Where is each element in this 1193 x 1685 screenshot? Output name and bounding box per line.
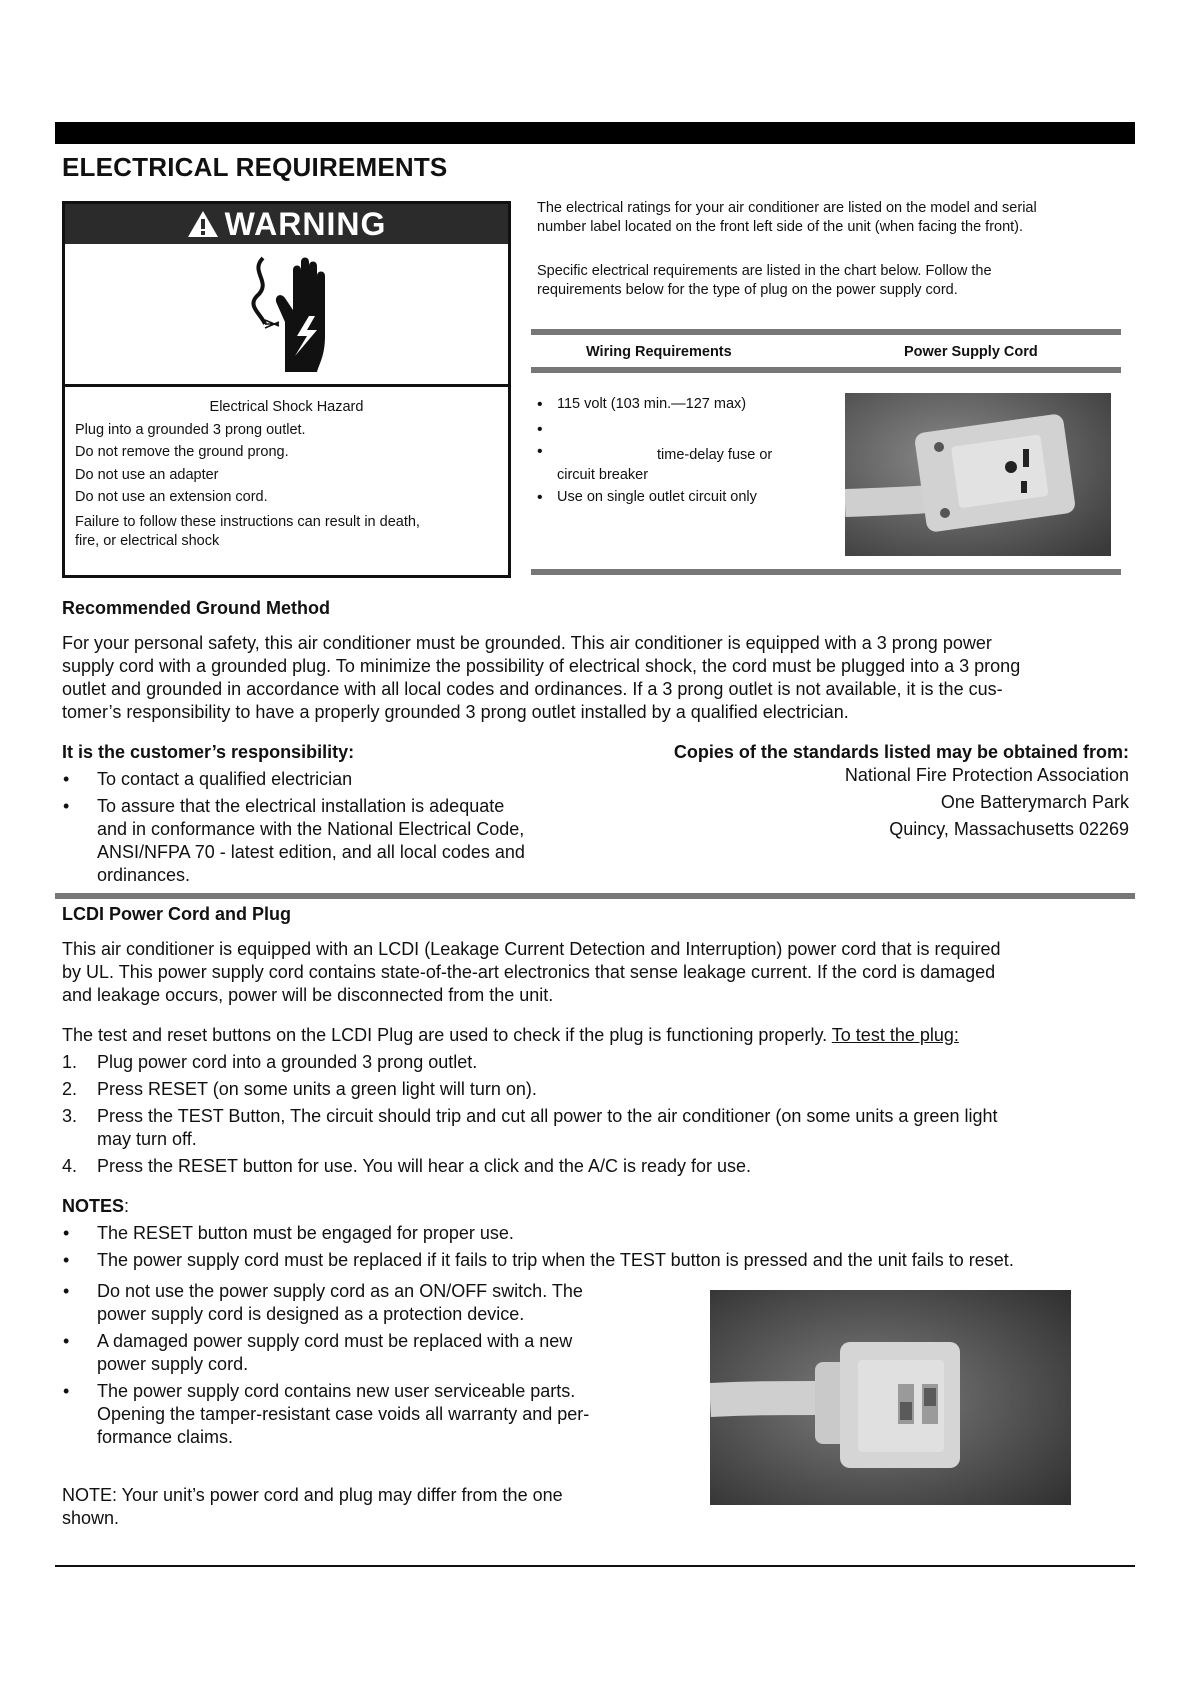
warning-text: [65, 388, 508, 575]
test-plug-label: To test the plug:: [831, 1025, 959, 1045]
notes-heading: NOTES: [62, 1196, 125, 1216]
address-line: One Batterymarch Park: [940, 792, 1129, 812]
step-text: Press the RESET button for use. You will hear a click and the A/C is ready for use.: [97, 1156, 752, 1176]
text-line: ANSI/NFPA 70 - latest edition, and all local codes and: [97, 842, 525, 862]
text-line: For your personal safety, this air conditioner must be grounded. This air conditioner is equipped with a 3 prong power: [62, 633, 992, 653]
wiring-requirements-list: [537, 392, 817, 510]
warning-line: Failure to follow these instructions can result in death,: [75, 513, 420, 530]
test-steps-list: [62, 1051, 1137, 1182]
list-item: [62, 1105, 1137, 1151]
warning-line: Do not remove the ground prong.: [75, 444, 289, 460]
text-line: ordinances.: [97, 865, 191, 885]
section-separator: [55, 893, 1135, 899]
warning-line: Do not use an extension cord.: [75, 489, 268, 505]
step-number: 4.: [62, 1156, 78, 1176]
intro-line: requirements below for the type of plug on the power supply cord.: [537, 282, 958, 298]
ground-heading: Recommended Ground Method: [62, 598, 331, 618]
lcdi-heading: LCDI Power Cord and Plug: [62, 904, 292, 924]
lcdi-plug-photo: [710, 1290, 1071, 1505]
list-item: [62, 1330, 682, 1376]
list-item: • The RESET button must be engaged for proper use.: [62, 1222, 1142, 1245]
text-line: outlet and grounded in accordance with all local codes and ordinances. If a 3 prong outlet is not available, it is the cus-: [62, 679, 1003, 699]
wiring-b3-c: circuit breaker: [557, 467, 649, 483]
list-item: • To contact a qualified electrician: [62, 768, 622, 791]
warning-box: [62, 201, 511, 578]
text-line: formance claims.: [97, 1427, 234, 1447]
step-text: Plug power cord into a grounded 3 prong outlet.: [97, 1052, 478, 1072]
notes-colon: :: [124, 1196, 130, 1216]
list-item: [62, 1280, 682, 1326]
list-item: [62, 795, 622, 887]
text-line: Opening the tamper-resistant case voids all warranty and per-: [97, 1404, 590, 1424]
lcdi-paragraph-2: [62, 1024, 1137, 1047]
list-item: [62, 1051, 1137, 1074]
text-line: shown.: [62, 1508, 120, 1528]
list-item: [62, 1380, 682, 1449]
warning-header: [65, 204, 508, 244]
warning-line: Plug into a grounded 3 prong outlet.: [75, 421, 306, 438]
text-line: • A damaged power supply cord must be replaced with a new: [97, 1331, 573, 1351]
standards-heading: Copies of the standards listed may be obtained from:: [673, 742, 1129, 762]
step-number: 1.: [62, 1052, 78, 1072]
address-line: Quincy, Massachusetts 02269: [889, 819, 1129, 839]
table-bottom-rule: [531, 569, 1121, 575]
text-line: supply cord with a grounded plug. To minimize the possibility of electrical shock, the cord must be plugged into a 3 prong: [62, 656, 1021, 676]
warning-line: Do not use an adapter: [75, 466, 219, 483]
text-line: by UL. This power supply cord contains state-of-the-art electronics that sense leakage current. If the cord is damaged: [62, 962, 996, 982]
warning-image-area: [65, 244, 508, 387]
list-item: [537, 417, 817, 442]
step-text: Press RESET (on some units a green light will turn on).: [97, 1079, 537, 1099]
list-item: • Use on single outlet circuit only: [537, 485, 817, 510]
text-line: tomer’s responsibility to have a properly grounded 3 prong outlet installed by a qualified electrician.: [62, 702, 849, 722]
page-title: ELECTRICAL REQUIREMENTS: [62, 152, 448, 182]
intro-paragraph-1: [537, 199, 1097, 237]
text-line: power supply cord is designed as a protection device.: [97, 1304, 525, 1324]
intro-line: Specific electrical requirements are listed in the chart below. Follow the: [537, 263, 992, 279]
column-header-wiring: Wiring Requirements: [586, 344, 732, 360]
step-text: Press the TEST Button, The circuit should trip and cut all power to the air conditioner (on some units a green light: [97, 1106, 998, 1126]
list-item: • 115 volt (103 min.—127 max): [537, 392, 817, 417]
notes-list-wide: [62, 1222, 1142, 1276]
notes-heading-line: [62, 1196, 129, 1217]
text-line: and in conformance with the National Electrical Code,: [97, 819, 525, 839]
responsibility-list: [62, 768, 622, 891]
text-line: • The power supply cord contains new user serviceable parts.: [97, 1381, 576, 1401]
text-line: • To assure that the electrical installation is adequate: [97, 796, 505, 816]
step-number: 3.: [62, 1106, 78, 1126]
lcdi-paragraph-1: [62, 938, 1137, 1007]
warning-header-text: WARNING: [224, 205, 387, 242]
step-text: may turn off.: [97, 1129, 197, 1149]
warning-title: Electrical Shock Hazard: [209, 399, 364, 415]
intro-line: The electrical ratings for your air conditioner are listed on the model and serial: [537, 200, 1037, 216]
step-number: 2.: [62, 1079, 78, 1099]
wiring-b3-b: time-delay fuse or: [657, 447, 773, 463]
notes-list: [62, 1280, 682, 1453]
column-header-power-cord: Power Supply Cord: [904, 344, 1038, 360]
list-item: [62, 1155, 1137, 1178]
text-line: power supply cord.: [97, 1354, 249, 1374]
ground-paragraph: [62, 632, 1137, 724]
responsibility-heading: It is the customer’s responsibility:: [62, 742, 355, 762]
text-line: and leakage occurs, power will be disconnected from the unit.: [62, 985, 554, 1005]
bottom-rule: [55, 1565, 1135, 1567]
power-cord-plug-photo: [845, 393, 1111, 556]
list-item: [62, 1078, 1137, 1101]
standards-address: [845, 762, 1129, 843]
text-line: This air conditioner is equipped with an LCDI (Leakage Current Detection and Interruption) power cord that is required: [62, 939, 1001, 959]
list-item: • The power supply cord must be replaced if it fails to trip when the TEST button is pressed and the unit fails to reset.: [62, 1249, 1142, 1272]
text-line: NOTE: Your unit’s power cord and plug may differ from the one: [62, 1485, 563, 1505]
warning-line: fire, or electrical shock: [75, 532, 220, 549]
electric-shock-hand-icon: [243, 252, 347, 376]
text-line: The test and reset buttons on the LCDI Plug are used to check if the plug is functioning properly.: [62, 1025, 832, 1045]
address-line: National Fire Protection Association: [844, 765, 1129, 785]
top-black-bar: [55, 122, 1135, 144]
intro-line: number label located on the front left side of the unit (when facing the front).: [537, 219, 1024, 235]
table-header-rule: [531, 367, 1121, 373]
list-item: [537, 442, 817, 485]
table-top-rule: [531, 329, 1121, 335]
warning-triangle-icon: [187, 210, 219, 238]
intro-paragraph-2: [537, 262, 1097, 300]
final-note: [62, 1484, 682, 1530]
text-line: • Do not use the power supply cord as an ON/OFF switch. The: [97, 1281, 583, 1301]
